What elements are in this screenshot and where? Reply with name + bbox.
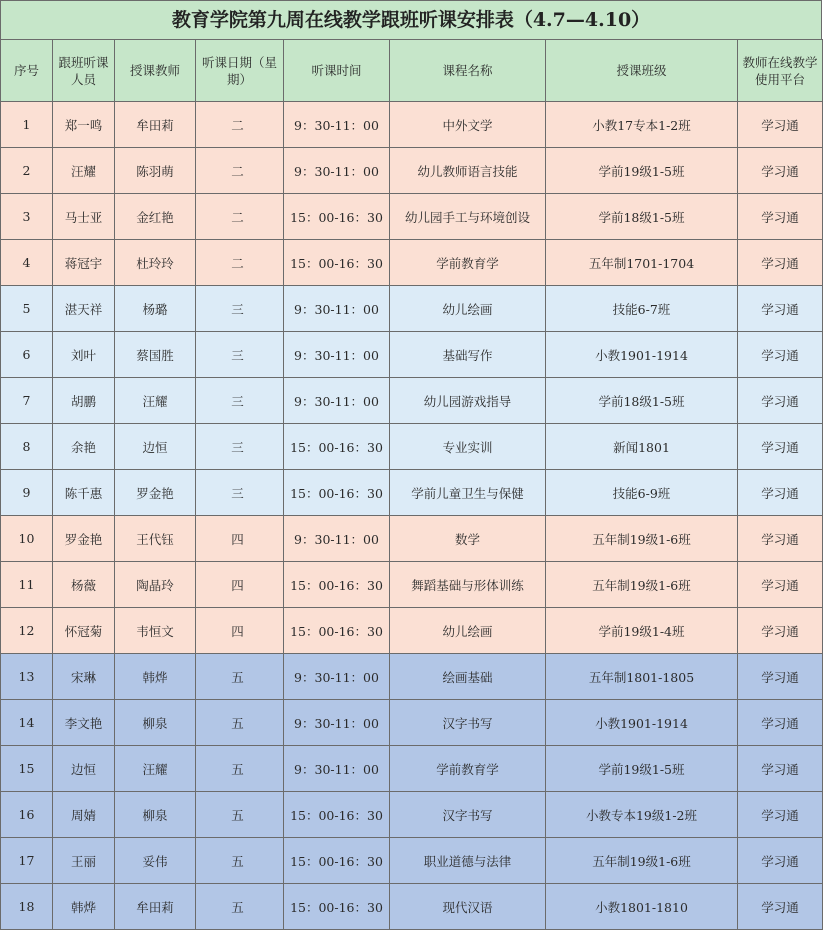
cell-course: 幼儿园游戏指导 bbox=[390, 378, 546, 424]
cell-observer: 郑一鸣 bbox=[53, 102, 115, 148]
cell-observer: 边恒 bbox=[53, 746, 115, 792]
cell-time: 9：30-11：00 bbox=[284, 102, 390, 148]
cell-date: 三 bbox=[196, 286, 284, 332]
cell-platform: 学习通 bbox=[738, 194, 823, 240]
cell-class: 学前18级1-5班 bbox=[546, 194, 738, 240]
cell-time: 15：00-16：30 bbox=[284, 240, 390, 286]
cell-time: 9：30-11：00 bbox=[284, 700, 390, 746]
table-row bbox=[1, 148, 823, 194]
cell-class: 技能6-9班 bbox=[546, 470, 738, 516]
cell-date: 二 bbox=[196, 194, 284, 240]
cell-platform: 学习通 bbox=[738, 838, 823, 884]
header-course: 课程名称 bbox=[390, 40, 546, 102]
cell-course: 幼儿绘画 bbox=[390, 608, 546, 654]
header-time: 听课时间 bbox=[284, 40, 390, 102]
cell-course: 基础写作 bbox=[390, 332, 546, 378]
cell-teacher: 陶晶玲 bbox=[115, 562, 196, 608]
cell-time: 15：00-16：30 bbox=[284, 424, 390, 470]
cell-observer: 李文艳 bbox=[53, 700, 115, 746]
cell-no: 15 bbox=[1, 746, 53, 792]
cell-observer: 湛天祥 bbox=[53, 286, 115, 332]
cell-platform: 学习通 bbox=[738, 240, 823, 286]
cell-teacher: 杜玲玲 bbox=[115, 240, 196, 286]
cell-observer: 罗金艳 bbox=[53, 516, 115, 562]
table-body bbox=[1, 102, 823, 930]
cell-platform: 学习通 bbox=[738, 746, 823, 792]
cell-no: 12 bbox=[1, 608, 53, 654]
cell-observer: 韩烨 bbox=[53, 884, 115, 930]
table-row bbox=[1, 332, 823, 378]
cell-course: 绘画基础 bbox=[390, 654, 546, 700]
cell-teacher: 边恒 bbox=[115, 424, 196, 470]
cell-teacher: 汪耀 bbox=[115, 746, 196, 792]
cell-time: 9：30-11：00 bbox=[284, 654, 390, 700]
cell-no: 9 bbox=[1, 470, 53, 516]
cell-time: 15：00-16：30 bbox=[284, 838, 390, 884]
cell-date: 五 bbox=[196, 838, 284, 884]
cell-teacher: 汪耀 bbox=[115, 378, 196, 424]
cell-course: 幼儿教师语言技能 bbox=[390, 148, 546, 194]
cell-no: 8 bbox=[1, 424, 53, 470]
table-row bbox=[1, 608, 823, 654]
cell-course: 学前教育学 bbox=[390, 746, 546, 792]
header-row bbox=[1, 40, 823, 102]
cell-no: 16 bbox=[1, 792, 53, 838]
cell-no: 5 bbox=[1, 286, 53, 332]
cell-teacher: 柳泉 bbox=[115, 700, 196, 746]
cell-class: 技能6-7班 bbox=[546, 286, 738, 332]
cell-observer: 怀冠菊 bbox=[53, 608, 115, 654]
cell-no: 3 bbox=[1, 194, 53, 240]
cell-date: 五 bbox=[196, 700, 284, 746]
cell-date: 二 bbox=[196, 240, 284, 286]
cell-class: 小教17专本1-2班 bbox=[546, 102, 738, 148]
cell-class: 五年制19级1-6班 bbox=[546, 838, 738, 884]
cell-course: 汉字书写 bbox=[390, 700, 546, 746]
table-row bbox=[1, 792, 823, 838]
header-date: 听课日期（星期） bbox=[196, 40, 284, 102]
header-platform: 教师在线教学使用平台 bbox=[738, 40, 823, 102]
cell-observer: 余艳 bbox=[53, 424, 115, 470]
cell-observer: 王丽 bbox=[53, 838, 115, 884]
cell-teacher: 韦恒文 bbox=[115, 608, 196, 654]
cell-teacher: 柳泉 bbox=[115, 792, 196, 838]
cell-platform: 学习通 bbox=[738, 792, 823, 838]
cell-class: 学前18级1-5班 bbox=[546, 378, 738, 424]
cell-teacher: 王代钰 bbox=[115, 516, 196, 562]
cell-date: 四 bbox=[196, 516, 284, 562]
header-teacher: 授课教师 bbox=[115, 40, 196, 102]
cell-teacher: 妥伟 bbox=[115, 838, 196, 884]
cell-date: 五 bbox=[196, 792, 284, 838]
cell-class: 小教专本19级1-2班 bbox=[546, 792, 738, 838]
cell-date: 二 bbox=[196, 148, 284, 194]
cell-platform: 学习通 bbox=[738, 332, 823, 378]
cell-date: 三 bbox=[196, 470, 284, 516]
cell-class: 小教1901-1914 bbox=[546, 700, 738, 746]
cell-observer: 马士亚 bbox=[53, 194, 115, 240]
cell-no: 6 bbox=[1, 332, 53, 378]
cell-teacher: 金红艳 bbox=[115, 194, 196, 240]
cell-course: 现代汉语 bbox=[390, 884, 546, 930]
cell-no: 2 bbox=[1, 148, 53, 194]
cell-class: 学前19级1-5班 bbox=[546, 148, 738, 194]
table-row bbox=[1, 700, 823, 746]
cell-class: 新闻1801 bbox=[546, 424, 738, 470]
cell-time: 15：00-16：30 bbox=[284, 884, 390, 930]
cell-date: 五 bbox=[196, 654, 284, 700]
cell-observer: 周婧 bbox=[53, 792, 115, 838]
cell-platform: 学习通 bbox=[738, 516, 823, 562]
cell-class: 小教1801-1810 bbox=[546, 884, 738, 930]
cell-no: 18 bbox=[1, 884, 53, 930]
cell-time: 15：00-16：30 bbox=[284, 608, 390, 654]
cell-date: 三 bbox=[196, 332, 284, 378]
cell-platform: 学习通 bbox=[738, 562, 823, 608]
cell-platform: 学习通 bbox=[738, 378, 823, 424]
cell-no: 17 bbox=[1, 838, 53, 884]
cell-no: 11 bbox=[1, 562, 53, 608]
cell-date: 四 bbox=[196, 608, 284, 654]
cell-date: 五 bbox=[196, 884, 284, 930]
cell-time: 15：00-16：30 bbox=[284, 562, 390, 608]
cell-course: 幼儿园手工与环境创设 bbox=[390, 194, 546, 240]
cell-date: 四 bbox=[196, 562, 284, 608]
cell-course: 专业实训 bbox=[390, 424, 546, 470]
table-row bbox=[1, 424, 823, 470]
cell-time: 9：30-11：00 bbox=[284, 746, 390, 792]
header-class: 授课班级 bbox=[546, 40, 738, 102]
cell-time: 9：30-11：00 bbox=[284, 148, 390, 194]
cell-date: 五 bbox=[196, 746, 284, 792]
cell-observer: 陈千惠 bbox=[53, 470, 115, 516]
cell-no: 4 bbox=[1, 240, 53, 286]
cell-date: 三 bbox=[196, 424, 284, 470]
table-row bbox=[1, 194, 823, 240]
cell-course: 学前儿童卫生与保健 bbox=[390, 470, 546, 516]
cell-observer: 刘叶 bbox=[53, 332, 115, 378]
cell-time: 9：30-11：00 bbox=[284, 332, 390, 378]
cell-class: 小教1901-1914 bbox=[546, 332, 738, 378]
cell-course: 汉字书写 bbox=[390, 792, 546, 838]
cell-time: 15：00-16：30 bbox=[284, 194, 390, 240]
cell-platform: 学习通 bbox=[738, 286, 823, 332]
cell-time: 9：30-11：00 bbox=[284, 286, 390, 332]
table-row bbox=[1, 746, 823, 792]
cell-platform: 学习通 bbox=[738, 700, 823, 746]
table-row bbox=[1, 884, 823, 930]
cell-class: 五年制1801-1805 bbox=[546, 654, 738, 700]
cell-no: 10 bbox=[1, 516, 53, 562]
cell-platform: 学习通 bbox=[738, 424, 823, 470]
cell-time: 15：00-16：30 bbox=[284, 792, 390, 838]
table-row bbox=[1, 838, 823, 884]
cell-no: 13 bbox=[1, 654, 53, 700]
cell-course: 职业道德与法律 bbox=[390, 838, 546, 884]
cell-observer: 胡鹏 bbox=[53, 378, 115, 424]
table-row bbox=[1, 654, 823, 700]
cell-platform: 学习通 bbox=[738, 884, 823, 930]
cell-date: 三 bbox=[196, 378, 284, 424]
cell-course: 中外文学 bbox=[390, 102, 546, 148]
cell-class: 五年制19级1-6班 bbox=[546, 562, 738, 608]
table-row bbox=[1, 378, 823, 424]
cell-teacher: 罗金艳 bbox=[115, 470, 196, 516]
cell-teacher: 牟田莉 bbox=[115, 884, 196, 930]
cell-platform: 学习通 bbox=[738, 148, 823, 194]
cell-no: 14 bbox=[1, 700, 53, 746]
cell-course: 舞蹈基础与形体训练 bbox=[390, 562, 546, 608]
cell-class: 五年制19级1-6班 bbox=[546, 516, 738, 562]
cell-course: 学前教育学 bbox=[390, 240, 546, 286]
table-title: 教育学院第九周在线教学跟班听课安排表（4.7—4.10） bbox=[0, 0, 822, 39]
table-row bbox=[1, 286, 823, 332]
cell-observer: 蒋冠宇 bbox=[53, 240, 115, 286]
table-row bbox=[1, 240, 823, 286]
cell-time: 9：30-11：00 bbox=[284, 378, 390, 424]
cell-class: 学前19级1-5班 bbox=[546, 746, 738, 792]
cell-no: 7 bbox=[1, 378, 53, 424]
header-observer: 跟班听课人员 bbox=[53, 40, 115, 102]
cell-platform: 学习通 bbox=[738, 654, 823, 700]
cell-teacher: 杨璐 bbox=[115, 286, 196, 332]
cell-date: 二 bbox=[196, 102, 284, 148]
cell-class: 学前19级1-4班 bbox=[546, 608, 738, 654]
cell-course: 幼儿绘画 bbox=[390, 286, 546, 332]
cell-teacher: 牟田莉 bbox=[115, 102, 196, 148]
cell-teacher: 韩烨 bbox=[115, 654, 196, 700]
schedule-table bbox=[0, 39, 823, 930]
cell-no: 1 bbox=[1, 102, 53, 148]
table-row bbox=[1, 102, 823, 148]
cell-time: 9：30-11：00 bbox=[284, 516, 390, 562]
table-row bbox=[1, 470, 823, 516]
cell-platform: 学习通 bbox=[738, 608, 823, 654]
cell-observer: 杨薇 bbox=[53, 562, 115, 608]
cell-course: 数学 bbox=[390, 516, 546, 562]
cell-observer: 宋琳 bbox=[53, 654, 115, 700]
cell-teacher: 陈羽萌 bbox=[115, 148, 196, 194]
cell-observer: 汪耀 bbox=[53, 148, 115, 194]
cell-time: 15：00-16：30 bbox=[284, 470, 390, 516]
table-row bbox=[1, 516, 823, 562]
cell-platform: 学习通 bbox=[738, 470, 823, 516]
table-row bbox=[1, 562, 823, 608]
cell-teacher: 蔡国胜 bbox=[115, 332, 196, 378]
header-no: 序号 bbox=[1, 40, 53, 102]
cell-class: 五年制1701-1704 bbox=[546, 240, 738, 286]
cell-platform: 学习通 bbox=[738, 102, 823, 148]
